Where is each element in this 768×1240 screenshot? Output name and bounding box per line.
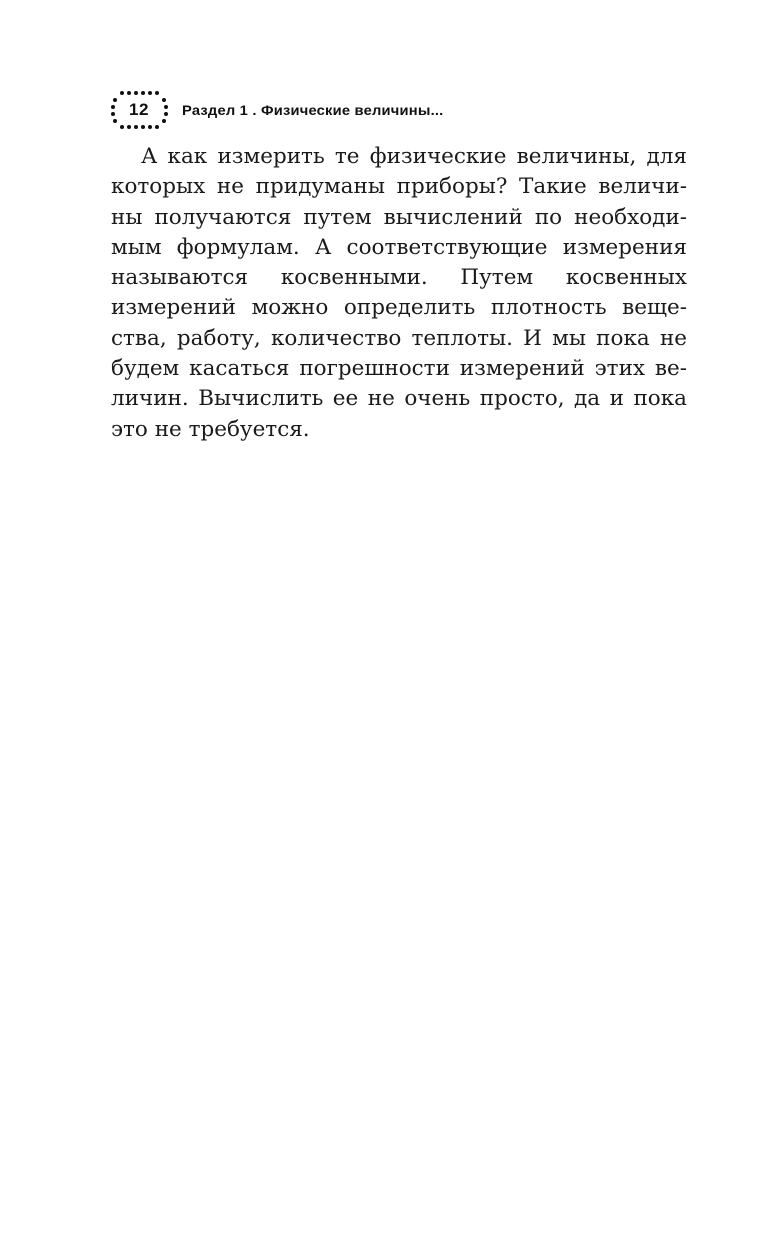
- text-line: называются косвенными. Путем косвенных: [111, 265, 687, 291]
- text-line: мым формулам. А соответствующие измерения: [111, 234, 687, 260]
- page-number-frame: [110, 90, 168, 130]
- page-number: 12: [129, 100, 149, 119]
- text-line: которых не придуманы приборы? Такие величи-: [111, 174, 687, 200]
- text-line: измерений можно определить плотность веще-: [111, 295, 687, 321]
- text-line: это не требуется.: [111, 416, 310, 442]
- running-head: [110, 88, 444, 132]
- text-line: личин. Вычислить ее не очень просто, да и пока: [111, 386, 687, 412]
- text-line: ства, работу, количество теплоты. И мы пока не: [111, 325, 687, 351]
- text-line: А как измерить те физические величины, для: [141, 144, 687, 169]
- section-title: Раздел 1 . Физические величины...: [182, 102, 444, 118]
- text-line: ны получаются путем вычислений по необходи-: [111, 204, 687, 230]
- body-paragraph: [111, 142, 687, 445]
- text-line: будем касаться погрешности измерений этих ве-: [111, 356, 687, 382]
